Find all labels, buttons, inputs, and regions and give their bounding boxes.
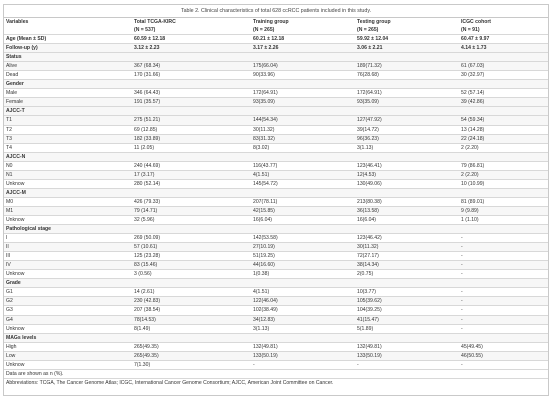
value-cell: 78(14.53) xyxy=(132,315,251,324)
header-icgc-n: (N = 91) xyxy=(461,27,480,33)
table-row xyxy=(4,342,548,351)
value-cell: 38(14.34) xyxy=(355,261,459,270)
value-cell: 346 (64.43) xyxy=(132,89,251,98)
table-row xyxy=(4,351,548,360)
value-cell xyxy=(251,53,355,62)
value-cell: - xyxy=(459,297,548,306)
value-cell: 46(50.55) xyxy=(459,351,548,360)
header-count-row xyxy=(4,26,548,35)
value-cell: 45(49.45) xyxy=(459,342,548,351)
value-cell: 22 (24.18) xyxy=(459,134,548,143)
value-cell: 52 (57.14) xyxy=(459,89,548,98)
value-cell xyxy=(459,279,548,288)
row-label-cell: Low xyxy=(4,351,132,360)
row-label-cell: Follow-up (y) xyxy=(4,44,132,53)
value-cell: 83 (15.46) xyxy=(132,261,251,270)
value-cell xyxy=(251,80,355,89)
value-cell: 145(54.72) xyxy=(251,179,355,188)
row-label-cell: Grade xyxy=(4,279,132,288)
row-label-cell: Age (Mean ± SD) xyxy=(4,35,132,44)
table-row xyxy=(4,62,548,71)
value-cell xyxy=(132,107,251,116)
table-row xyxy=(4,71,548,80)
value-cell: 172(64.91) xyxy=(355,89,459,98)
value-cell xyxy=(132,80,251,89)
value-cell: 207(78.11) xyxy=(251,197,355,206)
table-row xyxy=(4,134,548,143)
value-cell: - xyxy=(251,360,355,369)
table-row xyxy=(4,125,548,134)
table-row xyxy=(4,179,548,188)
value-cell xyxy=(459,225,548,234)
footnote-data-format: Data are shown as n (%). xyxy=(4,369,548,378)
value-cell xyxy=(459,152,548,161)
value-cell: 280 (52.14) xyxy=(132,179,251,188)
table-caption: Table 2. Clinical characteristics of total 628 ccRCC patients included in this study. xyxy=(180,8,372,14)
header-total-tcga: Total TCGA-KIRC xyxy=(132,18,251,27)
value-cell: 4(1.51) xyxy=(251,170,355,179)
table-container xyxy=(3,4,549,396)
table-row xyxy=(4,234,548,243)
value-cell xyxy=(251,107,355,116)
value-cell: 172(64.91) xyxy=(251,89,355,98)
value-cell xyxy=(251,225,355,234)
row-label-cell: T2 xyxy=(4,125,132,134)
value-cell: 230 (42.83) xyxy=(132,297,251,306)
value-cell: 132(49.81) xyxy=(251,342,355,351)
value-cell: 96(36.23) xyxy=(355,134,459,143)
row-label-cell: Unknow xyxy=(4,360,132,369)
table-row xyxy=(4,297,548,306)
value-cell: 1(0.38) xyxy=(251,270,355,279)
header-training: Training group xyxy=(251,18,355,27)
value-cell: 367 (68.34) xyxy=(132,62,251,71)
row-label-cell: High xyxy=(4,342,132,351)
table-row xyxy=(4,306,548,315)
value-cell: - xyxy=(459,270,548,279)
value-cell: 30 (32.97) xyxy=(459,71,548,80)
row-label-cell: G2 xyxy=(4,297,132,306)
value-cell: 76(28.68) xyxy=(355,71,459,80)
row-label-cell: AJCC-T xyxy=(4,107,132,116)
value-cell: 51(19.25) xyxy=(251,252,355,261)
row-label-cell: Alive xyxy=(4,62,132,71)
value-cell: 10(3.77) xyxy=(355,288,459,297)
value-cell: 144(54.34) xyxy=(251,116,355,125)
value-cell: 59.92 ± 12.04 xyxy=(355,35,459,44)
value-cell: 1 (1.10) xyxy=(459,215,548,224)
table-row xyxy=(4,270,548,279)
value-cell xyxy=(355,152,459,161)
row-label-cell: III xyxy=(4,252,132,261)
value-cell: 3(1.13) xyxy=(355,143,459,152)
row-label-cell: N1 xyxy=(4,170,132,179)
value-cell: 90(33.96) xyxy=(251,71,355,80)
value-cell xyxy=(355,333,459,342)
value-cell: 4.14 ± 1.73 xyxy=(459,44,548,53)
value-cell: 39 (42.86) xyxy=(459,98,548,107)
row-label-cell: I xyxy=(4,234,132,243)
value-cell: 265(49.35) xyxy=(132,342,251,351)
row-label-cell: N0 xyxy=(4,161,132,170)
value-cell: 3.17 ± 2.26 xyxy=(251,44,355,53)
value-cell: 142(53.58) xyxy=(251,234,355,243)
table-body xyxy=(4,35,548,369)
row-label-cell: AJCC-N xyxy=(4,152,132,161)
table-row xyxy=(4,324,548,333)
section-header-row xyxy=(4,279,548,288)
value-cell xyxy=(355,53,459,62)
table-row xyxy=(4,161,548,170)
section-header-row xyxy=(4,53,548,62)
row-label-cell: G3 xyxy=(4,306,132,315)
value-cell: 175(66.04) xyxy=(251,62,355,71)
value-cell: 12(4.53) xyxy=(355,170,459,179)
value-cell xyxy=(132,152,251,161)
value-cell: 123(46.42) xyxy=(355,234,459,243)
section-header-row xyxy=(4,107,548,116)
value-cell: 104(39.25) xyxy=(355,306,459,315)
value-cell: 133(50.19) xyxy=(251,351,355,360)
header-total-n: (N = 537) xyxy=(134,27,156,33)
value-cell: 133(50.19) xyxy=(355,351,459,360)
value-cell: 240 (44.69) xyxy=(132,161,251,170)
table-row xyxy=(4,44,548,53)
row-label-cell: Pathological stage xyxy=(4,225,132,234)
value-cell xyxy=(251,188,355,197)
value-cell: - xyxy=(459,288,548,297)
value-cell: 93(35.09) xyxy=(355,98,459,107)
value-cell: 13 (14.28) xyxy=(459,125,548,134)
section-header-row xyxy=(4,80,548,89)
row-label-cell: Unknow xyxy=(4,324,132,333)
table-row xyxy=(4,252,548,261)
value-cell: 102(38.49) xyxy=(251,306,355,315)
value-cell: 14 (2.61) xyxy=(132,288,251,297)
value-cell: - xyxy=(459,243,548,252)
row-label-cell: Dead xyxy=(4,71,132,80)
value-cell: 130(49.06) xyxy=(355,179,459,188)
value-cell: 61 (67.03) xyxy=(459,62,548,71)
value-cell: 41(15.47) xyxy=(355,315,459,324)
row-label-cell: G4 xyxy=(4,315,132,324)
row-label-cell: AJCC-M xyxy=(4,188,132,197)
header-row xyxy=(4,18,548,27)
value-cell: 81 (89.01) xyxy=(459,197,548,206)
value-cell: 213(80.38) xyxy=(355,197,459,206)
value-cell: - xyxy=(459,306,548,315)
value-cell: 54 (59.34) xyxy=(459,116,548,125)
row-label-cell: M0 xyxy=(4,197,132,206)
value-cell: 16(6.04) xyxy=(355,215,459,224)
table-row xyxy=(4,197,548,206)
value-cell: 2 (2.20) xyxy=(459,170,548,179)
footnote-abbreviations: Abbreviations: TCGA, The Cancer Genome Atlas; ICGC, International Cancer Genome Consortium; AJCC, American Joint Committee on Cancer. xyxy=(4,378,548,387)
value-cell: 30(11.32) xyxy=(355,243,459,252)
value-cell: - xyxy=(355,360,459,369)
value-cell: 79 (14.71) xyxy=(132,206,251,215)
value-cell: 275 (51.21) xyxy=(132,116,251,125)
row-label-cell: Unknow xyxy=(4,179,132,188)
value-cell xyxy=(132,53,251,62)
value-cell: 8(1.49) xyxy=(132,324,251,333)
table-row xyxy=(4,143,548,152)
table-row xyxy=(4,288,548,297)
value-cell: 7(1.30) xyxy=(132,360,251,369)
value-cell: - xyxy=(459,360,548,369)
value-cell: 426 (79.33) xyxy=(132,197,251,206)
row-label-cell: M1 xyxy=(4,206,132,215)
header-training-n: (N = 265) xyxy=(253,27,275,33)
value-cell: 42(15.85) xyxy=(251,206,355,215)
row-label-cell: Status xyxy=(4,53,132,62)
value-cell: 93(35.09) xyxy=(251,98,355,107)
value-cell: 265(49.35) xyxy=(132,351,251,360)
value-cell: 116(43.77) xyxy=(251,161,355,170)
value-cell: 60.21 ± 12.18 xyxy=(251,35,355,44)
value-cell: 170 (31.66) xyxy=(132,71,251,80)
value-cell: - xyxy=(459,315,548,324)
table-row xyxy=(4,170,548,179)
row-label-cell: Male xyxy=(4,89,132,98)
value-cell: 105(39.62) xyxy=(355,297,459,306)
table-row xyxy=(4,206,548,215)
row-label-cell: G1 xyxy=(4,288,132,297)
value-cell: 60.47 ± 9.97 xyxy=(459,35,548,44)
value-cell: 127(47.92) xyxy=(355,116,459,125)
value-cell xyxy=(459,188,548,197)
value-cell: 3(1.13) xyxy=(251,324,355,333)
clinical-characteristics-table xyxy=(4,17,548,369)
value-cell: 2 (2.20) xyxy=(459,143,548,152)
row-label-cell: T3 xyxy=(4,134,132,143)
value-cell: 57 (10.61) xyxy=(132,243,251,252)
value-cell: - xyxy=(459,261,548,270)
row-label-cell: II xyxy=(4,243,132,252)
section-header-row xyxy=(4,333,548,342)
row-label-cell: Female xyxy=(4,98,132,107)
value-cell: - xyxy=(459,234,548,243)
row-label-cell: T1 xyxy=(4,116,132,125)
value-cell: 72(27.17) xyxy=(355,252,459,261)
value-cell: 69 (12.85) xyxy=(132,125,251,134)
table-row xyxy=(4,116,548,125)
value-cell xyxy=(459,80,548,89)
value-cell: 8(3.02) xyxy=(251,143,355,152)
section-header-row xyxy=(4,152,548,161)
value-cell: 9 (9.89) xyxy=(459,206,548,215)
value-cell: 60.59 ± 12.18 xyxy=(132,35,251,44)
row-label-cell: Unknow xyxy=(4,215,132,224)
row-label-cell: Gender xyxy=(4,80,132,89)
header-testing: Testing group xyxy=(355,18,459,27)
value-cell xyxy=(132,333,251,342)
value-cell: 27(10.19) xyxy=(251,243,355,252)
row-label-cell: Unknow xyxy=(4,270,132,279)
value-cell: 207 (38.54) xyxy=(132,306,251,315)
value-cell: 79 (86.81) xyxy=(459,161,548,170)
table-row xyxy=(4,215,548,224)
value-cell xyxy=(251,333,355,342)
value-cell: 5(1.89) xyxy=(355,324,459,333)
value-cell xyxy=(132,188,251,197)
row-label-cell: MAGs levels xyxy=(4,333,132,342)
value-cell: 122(46.04) xyxy=(251,297,355,306)
value-cell xyxy=(251,152,355,161)
row-label-cell: IV xyxy=(4,261,132,270)
value-cell: 11 (2.05) xyxy=(132,143,251,152)
table-row xyxy=(4,261,548,270)
value-cell xyxy=(132,279,251,288)
header-count-empty xyxy=(4,26,132,35)
value-cell: 123(46.41) xyxy=(355,161,459,170)
value-cell: 189(71.32) xyxy=(355,62,459,71)
table-row xyxy=(4,243,548,252)
value-cell: 39(14.72) xyxy=(355,125,459,134)
table-row xyxy=(4,98,548,107)
value-cell: 17 (3.17) xyxy=(132,170,251,179)
value-cell: 3.06 ± 2.21 xyxy=(355,44,459,53)
value-cell: 32 (5.96) xyxy=(132,215,251,224)
value-cell: 10 (10.99) xyxy=(459,179,548,188)
value-cell: 36(13.58) xyxy=(355,206,459,215)
value-cell: 3.12 ± 2.23 xyxy=(132,44,251,53)
value-cell: 125 (23.28) xyxy=(132,252,251,261)
section-header-row xyxy=(4,188,548,197)
value-cell: 83(31.32) xyxy=(251,134,355,143)
value-cell: 34(12.83) xyxy=(251,315,355,324)
value-cell xyxy=(355,225,459,234)
value-cell: 2(0.75) xyxy=(355,270,459,279)
value-cell: 4(1.51) xyxy=(251,288,355,297)
section-header-row xyxy=(4,225,548,234)
value-cell xyxy=(355,107,459,116)
value-cell: 30(11.32) xyxy=(251,125,355,134)
value-cell: 269 (50.09) xyxy=(132,234,251,243)
value-cell xyxy=(251,279,355,288)
value-cell xyxy=(459,333,548,342)
value-cell: 44(16.60) xyxy=(251,261,355,270)
table-row xyxy=(4,315,548,324)
header-variables: Variables xyxy=(4,18,132,27)
value-cell: 182 (33.89) xyxy=(132,134,251,143)
value-cell: - xyxy=(459,252,548,261)
value-cell: 132(49.81) xyxy=(355,342,459,351)
value-cell xyxy=(459,107,548,116)
value-cell: 191 (35.57) xyxy=(132,98,251,107)
row-label-cell: T4 xyxy=(4,143,132,152)
table-row xyxy=(4,360,548,369)
table-row xyxy=(4,89,548,98)
value-cell xyxy=(355,279,459,288)
value-cell xyxy=(459,53,548,62)
value-cell xyxy=(132,225,251,234)
value-cell: - xyxy=(459,324,548,333)
value-cell: 16(6.04) xyxy=(251,215,355,224)
header-testing-n: (N = 265) xyxy=(357,27,379,33)
header-icgc: ICGC cohort xyxy=(459,18,548,27)
value-cell xyxy=(355,80,459,89)
value-cell: 3 (0.56) xyxy=(132,270,251,279)
table-row xyxy=(4,35,548,44)
value-cell xyxy=(355,188,459,197)
